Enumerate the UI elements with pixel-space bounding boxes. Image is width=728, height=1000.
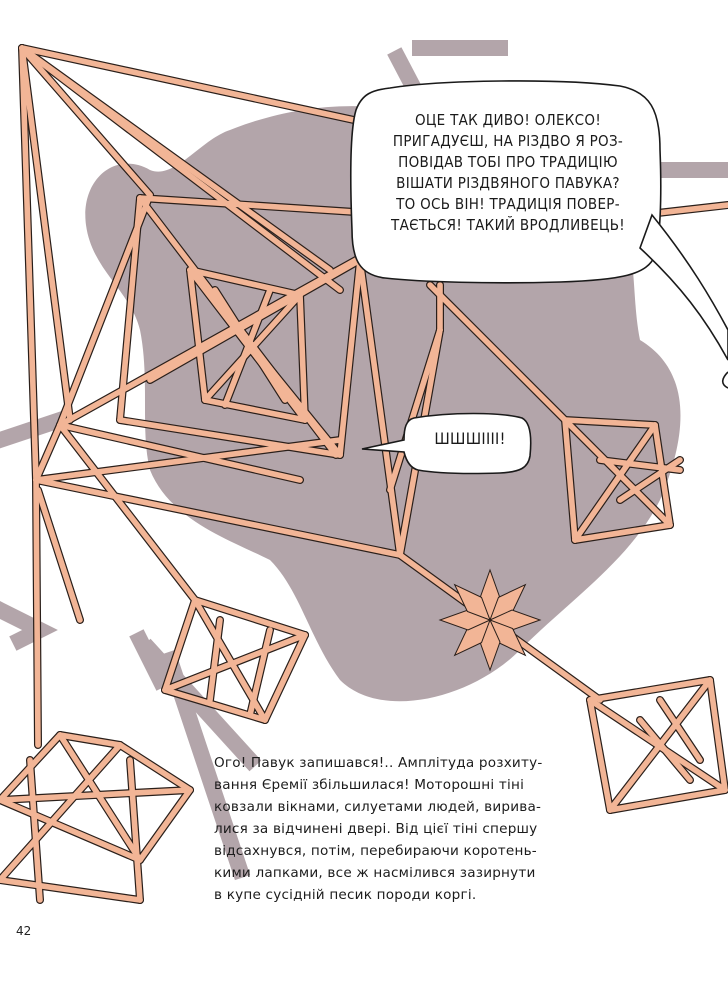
speech-bubble-tail [640,215,728,360]
straw [0,880,140,900]
straw [0,745,120,880]
speech-bubble-edge [723,372,728,388]
straw [36,480,38,745]
speech-bubble-small-text: ШШШІІІІ! [434,429,506,448]
star-ornament [440,570,540,670]
page-number: 42 [16,924,32,938]
straw [38,490,80,620]
straw [250,630,270,715]
speech-bubble-main-text: ОЦЕ ТАК ДИВО! ОЛЕКСО! ПРИГАДУЄШ, НА РІЗДВО Я РОЗ- ПОВІДАВ ТОБІ ПРО ТРАДИЦІЮ ВІШАТИ РІЗДВЯНОГО ПАВУКА? ТО ОСЬ ВІН! ТРАДИЦІЯ ПОВЕР- ТАЄТЬСЯ! ТАКИЙ ВРОДЛИВЕЦЬ! [391,111,625,234]
narration-text: Ого! Павук запишався!.. Амплітуда розхиту- вання Єремії збільшилася! Моторошні тіні ковзали вікнами, силуетами людей, вирива- лися за відчинені двері. Від цієї тіні спершу відсахнувся, потім, перебираючи коротень- кими лапками, все ж насмілився зазирнути в купе сусідній песик породи коргі. [214,755,543,903]
straw [140,790,190,860]
